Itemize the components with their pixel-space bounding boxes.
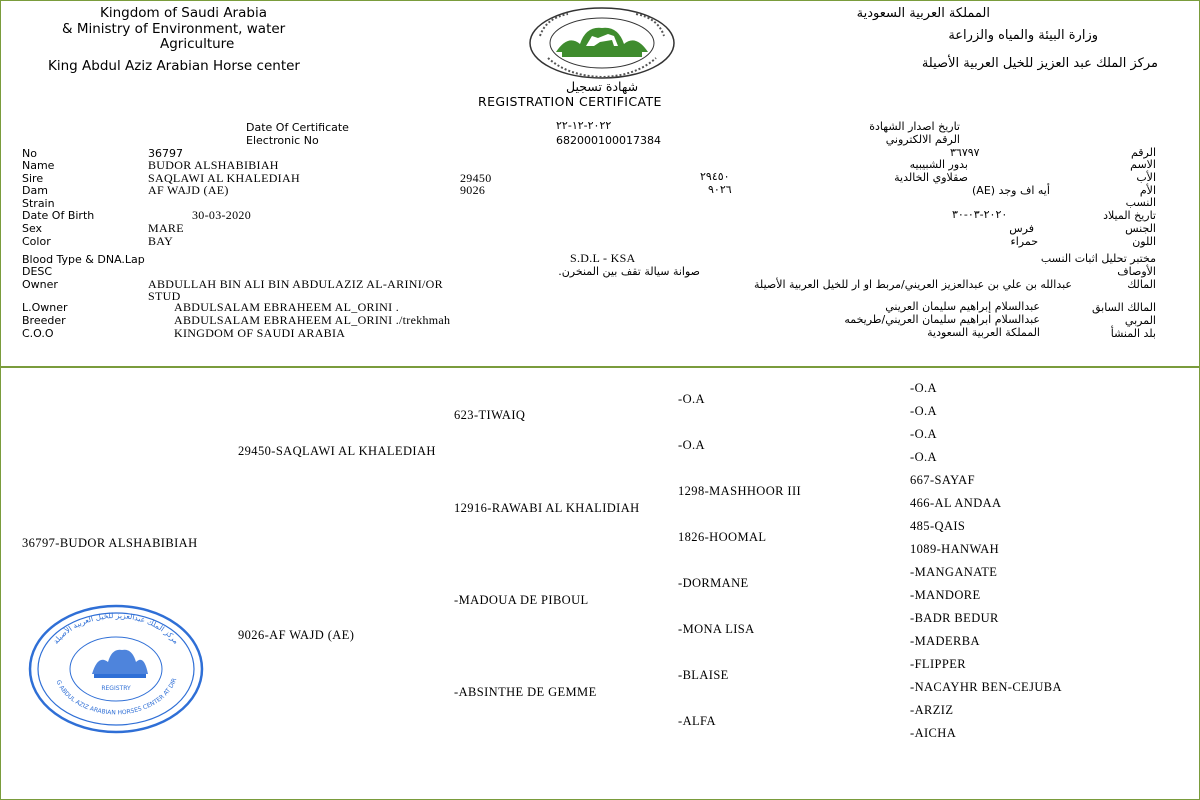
- pedigree-grandparent: -MADOUA DE PIBOUL: [454, 593, 589, 607]
- owner-value-ar: عبدالله بن علي بن عبدالعزيز العريني/مربط او ار للخيل العربية الأصيلة: [754, 278, 1072, 291]
- dam-value: AF WAJD (AE): [148, 183, 229, 197]
- pedigree-grandparent: -ABSINTHE DE GEMME: [454, 685, 597, 699]
- color-value: BAY: [148, 234, 174, 248]
- header-en-line2: & Ministry of Environment, water: [62, 21, 286, 37]
- no-label: No: [22, 147, 37, 160]
- blood-label: Blood Type & DNA.Lap: [22, 253, 145, 266]
- header-en-line3: Agriculture: [160, 36, 235, 52]
- breeder-label: Breeder: [22, 314, 66, 327]
- date-label: Date Of Certificate: [246, 121, 349, 134]
- sire-label-ar: الأب: [1136, 171, 1156, 184]
- stamp-english-text: G ABDUL AZIZ ARABIAN HORSES CENTER AT DIR: [54, 677, 179, 717]
- lowner-value: ABDULSALAM EBRAHEEM AL_ORINI .: [174, 300, 399, 314]
- desc-label-ar: الأوصاف: [1117, 265, 1156, 278]
- desc-value-ar: صوانة سيالة تقف بين المنخرن.: [558, 265, 700, 278]
- name-label: Name: [22, 159, 55, 172]
- pedigree-great-grandparent: 1298-MASHHOOR III: [678, 484, 802, 498]
- owner-value: ABDULLAH BIN ALI BIN ABDULAZIZ AL-ARINI/OR: [148, 277, 443, 291]
- pedigree-gen4: -MADERBA: [910, 634, 980, 648]
- electronic-value: 682000100017384: [556, 134, 661, 147]
- dam-number-ar: ٩٠٢٦: [708, 183, 732, 196]
- pedigree-gen4: -BADR BEDUR: [910, 611, 999, 625]
- coo-value: KINGDOM OF SAUDI ARABIA: [174, 326, 346, 340]
- owner-value-line2: STUD: [148, 289, 181, 303]
- pedigree-great-grandparent: -O.A: [678, 392, 705, 406]
- pedigree-great-grandparent: -MONA LISA: [678, 622, 755, 636]
- blood-label-ar: مختبر تحليل اثبات النسب: [1040, 252, 1156, 265]
- coo-label-ar: بلد المنشأ: [1110, 327, 1156, 340]
- pedigree-dam: 9026-AF WAJD (AE): [238, 628, 355, 642]
- name-value: BUDOR ALSHABIBIAH: [148, 158, 279, 172]
- pedigree-grandparent: 12916-RAWABI AL KHALIDIAH: [454, 501, 640, 515]
- color-label-ar: اللون: [1132, 235, 1156, 248]
- stamp-registry-text: REGISTRY: [101, 685, 131, 692]
- registry-stamp: [28, 604, 204, 734]
- pedigree-great-grandparent: -ALFA: [678, 714, 716, 728]
- lowner-label-ar: المالك السابق: [1091, 301, 1156, 314]
- section-divider: [0, 366, 1200, 368]
- lowner-label: L.Owner: [22, 301, 68, 314]
- header-ar-line1: المملكة العربية السعودية: [856, 6, 990, 21]
- dam-label: Dam: [22, 184, 48, 197]
- pedigree-gen4: 466-AL ANDAA: [910, 496, 1002, 510]
- blood-value: S.D.L - KSA: [570, 251, 636, 265]
- sire-label: Sire: [22, 172, 44, 185]
- dam-label-ar: الأم: [1139, 184, 1156, 197]
- color-value-ar: حمراء: [1010, 235, 1038, 248]
- pedigree-gen4: -O.A: [910, 404, 937, 418]
- breeder-value: ABDULSALAM EBRAHEEM AL_ORINI ./trekhmah: [174, 313, 451, 327]
- certificate-title-ar: شهادة تسجيل: [566, 79, 639, 94]
- sire-number-ar: ٢٩٤٥٠: [700, 170, 730, 183]
- date-value: ٢٠٢٢-١٢-٢٢: [556, 119, 612, 132]
- pedigree-gen4: 485-QAIS: [910, 519, 966, 533]
- sire-number: 29450: [460, 171, 492, 185]
- pedigree-subject: 36797-BUDOR ALSHABIBIAH: [22, 536, 198, 550]
- dob-value-ar: ٢٠٢٠-٠٣-٣٠: [952, 208, 1008, 221]
- dob-label: Date Of Birth: [22, 209, 95, 222]
- horse-logo-icon: [528, 6, 676, 80]
- pedigree-gen4: -FLIPPER: [910, 657, 966, 671]
- name-label-ar: الاسم: [1130, 158, 1156, 171]
- sire-value: SAQLAWI AL KHALEDIAH: [148, 171, 300, 185]
- dam-number: 9026: [460, 183, 486, 197]
- header-ar-line2: وزارة البيئة والمياه والزراعة: [948, 28, 1098, 43]
- no-value: 36797: [148, 147, 183, 160]
- pedigree-gen4: 1089-HANWAH: [910, 542, 1000, 556]
- sex-value: MARE: [148, 221, 184, 235]
- color-label: Color: [22, 235, 51, 248]
- lowner-value-ar: عبدالسلام إبراهيم سليمان العريني: [885, 300, 1040, 313]
- date-label-ar: تاريخ اصدار الشهادة: [869, 120, 960, 133]
- pedigree-gen4: 667-SAYAF: [910, 473, 975, 487]
- no-value-ar: ٣٦٧٩٧: [950, 146, 980, 159]
- no-label-ar: الرقم: [1130, 146, 1156, 159]
- desc-label: DESC: [22, 265, 53, 278]
- header-en-line4: King Abdul Aziz Arabian Horse center: [48, 58, 300, 74]
- sex-value-ar: فرس: [1009, 222, 1034, 235]
- pedigree-gen4: -ARZIZ: [910, 703, 954, 717]
- sex-label: Sex: [22, 222, 43, 235]
- pedigree-gen4: -O.A: [910, 381, 937, 395]
- coo-label: C.O.O: [22, 327, 54, 340]
- owner-label: Owner: [22, 278, 58, 291]
- pedigree-great-grandparent: 1826-HOOMAL: [678, 530, 767, 544]
- pedigree-gen4: -O.A: [910, 427, 937, 441]
- owner-label-ar: المالك: [1127, 278, 1156, 291]
- coo-value-ar: المملكة العربية السعودية: [927, 326, 1040, 339]
- pedigree-gen4: -NACAYHR BEN-CEJUBA: [910, 680, 1062, 694]
- strain-label: Strain: [22, 197, 55, 210]
- pedigree-great-grandparent: -O.A: [678, 438, 705, 452]
- header-en-line1: Kingdom of Saudi Arabia: [100, 5, 267, 21]
- strain-label-ar: النسب: [1125, 196, 1156, 209]
- pedigree-sire: 29450-SAQLAWI AL KHALEDIAH: [238, 444, 436, 458]
- dob-label-ar: تاريخ الميلاد: [1103, 209, 1156, 222]
- pedigree-grandparent: 623-TIWAIQ: [454, 408, 526, 422]
- certificate-title-en: REGISTRATION CERTIFICATE: [478, 94, 662, 109]
- center-logo: [528, 6, 676, 80]
- electronic-label-ar: الرقم الالكتروني: [885, 133, 960, 146]
- sex-label-ar: الجنس: [1125, 222, 1156, 235]
- dam-value-ar: (AE) أيه اف وجد: [972, 184, 1050, 197]
- pedigree-gen4: -MANDORE: [910, 588, 981, 602]
- registry-stamp-icon: [28, 604, 204, 734]
- pedigree-gen4: -O.A: [910, 450, 937, 464]
- pedigree-gen4: -MANGANATE: [910, 565, 998, 579]
- stamp-arabic-text: مركز الملك عبدالعزيز للخيل العربية الأصيلة: [51, 610, 181, 646]
- sire-value-ar: صقلاوي الخالدية: [894, 171, 968, 184]
- pedigree-great-grandparent: -BLAISE: [678, 668, 729, 682]
- pedigree-great-grandparent: -DORMANE: [678, 576, 749, 590]
- name-value-ar: بدور الشبيبيه: [909, 158, 968, 171]
- dob-value: 30-03-2020: [192, 208, 251, 222]
- electronic-label: Electronic No: [246, 134, 319, 147]
- header-ar-line3: مركز الملك عبد العزيز للخيل العربية الأصيلة: [921, 56, 1158, 71]
- pedigree-gen4: -AICHA: [910, 726, 957, 740]
- breeder-label-ar: المربي: [1124, 314, 1156, 327]
- breeder-value-ar: عبدالسلام ابراهيم سليمان العريني/طريخمه: [844, 313, 1040, 326]
